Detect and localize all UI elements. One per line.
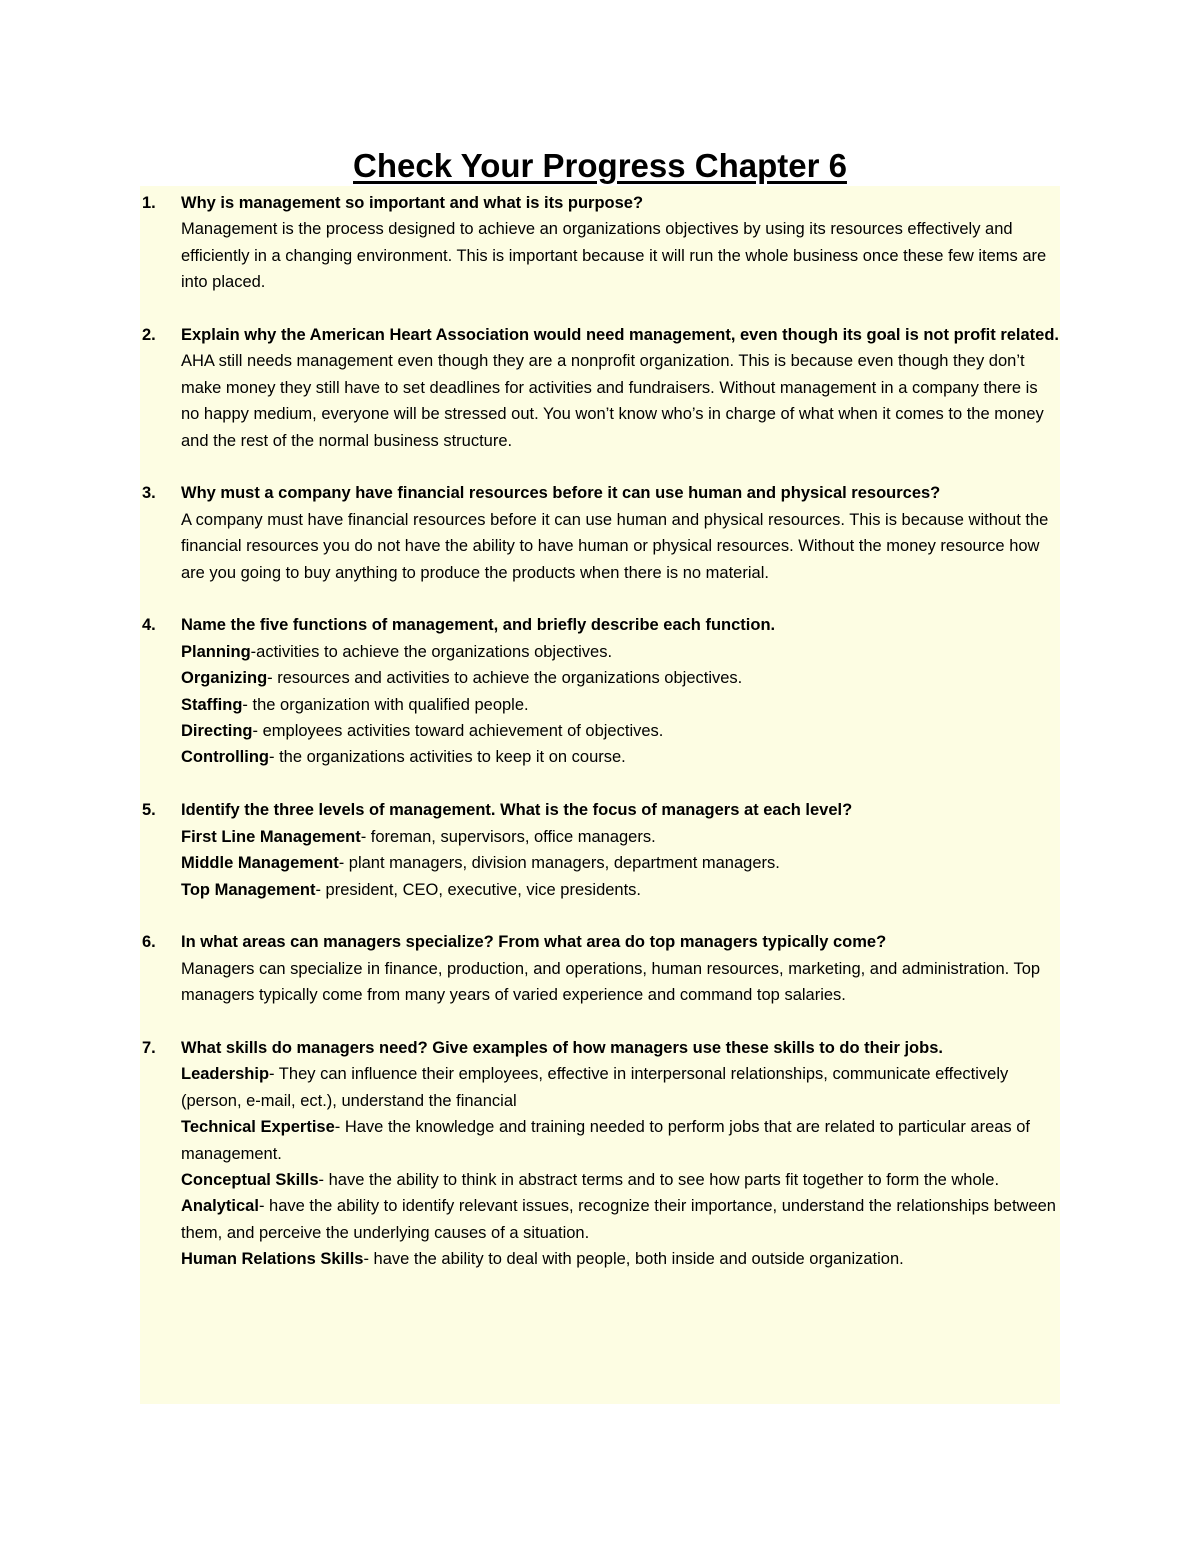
skill-term: Conceptual Skills [181,1170,319,1189]
question-text: Identify the three levels of management. What is the focus of managers at each level? [181,801,853,820]
question-text: Why must a company have financial resources before it can use human and physical resources? [181,484,941,503]
function-entry [181,639,1060,665]
question-item-7 [140,1035,1060,1273]
skill-term: Technical Expertise [181,1118,335,1137]
function-term: Planning [181,642,251,661]
level-entry [181,877,1060,903]
question-item-2 [140,322,1060,454]
function-description: - employees activities toward achievement of objectives. [252,722,664,741]
function-entry [181,744,1060,770]
skill-entry [181,1061,1060,1114]
skill-description: - have the ability to identify relevant issues, recognize their importance, understand the relationships between them, and perceive the underlying causes of a situation. [181,1197,1056,1242]
question-text: Why is management so important and what is its purpose? [181,194,644,212]
skill-entry [181,1246,1060,1272]
skill-description: - Have the knowledge and training needed to perform jobs that are related to particular areas of management. [181,1118,1031,1163]
level-entry [181,824,1060,850]
question-list [140,190,1060,1299]
function-description: - the organization with qualified people. [242,695,529,714]
level-entry [181,850,1060,876]
skill-term: Leadership [181,1065,270,1084]
question-text: In what areas can managers specialize? From what area do top managers typically come? [181,933,887,952]
function-entry [181,718,1060,744]
question-number: 7. [142,1038,156,1057]
skill-term: Analytical [181,1197,259,1216]
level-description: - foreman, supervisors, office managers. [360,827,656,846]
question-number: 4. [142,616,156,635]
skill-entry [181,1114,1060,1167]
level-description: - president, CEO, executive, vice presidents. [315,880,642,899]
answer-text: A company must have financial resources before it can use human and physical resources. This is because without the financial resources you do not have the ability to have human or physical resources. Without the money resource how are you going to buy anything to produce the products when there is no material. [181,510,1049,582]
skill-entry [181,1193,1060,1246]
question-item-4 [140,612,1060,770]
function-entry [181,665,1060,691]
level-term: Middle Management [181,854,339,873]
question-text: Explain why the American Heart Association would need management, even though its goal is not profit related. [181,326,1060,345]
function-entry [181,692,1060,718]
skill-description: - have the ability to deal with people, both inside and outside organization. [363,1250,904,1269]
question-number: 6. [142,933,156,952]
question-number: 2. [142,326,156,345]
function-description: - the organizations activities to keep it on course. [268,748,626,767]
level-term: Top Management [181,880,316,899]
answer-text: AHA still needs management even though they are a nonprofit organization. This is because even though they don’t make money they still have to set deadlines for activities and fundraisers. Without management in a company there is no happy medium, everyone will be stressed out. You won’t know who’s in charge of what when it comes to the money and the rest of the normal business structure. [181,352,1044,450]
skill-term: Human Relations Skills [181,1250,364,1269]
level-term: First Line Management [181,827,361,846]
question-text: What skills do managers need? Give examples of how managers use these skills to do their jobs. [181,1038,943,1057]
function-description: -activities to achieve the organizations objectives. [250,642,613,661]
function-term: Directing [181,722,253,741]
page-title: Check Your Progress Chapter 6 [353,147,847,184]
question-number: 1. [142,194,156,212]
function-term: Staffing [181,695,243,714]
skill-entry [181,1167,1060,1193]
function-term: Controlling [181,748,269,767]
skill-description: - They can influence their employees, effective in interpersonal relationships, communicate effectively (person, e-mail, ect.), understand the financial [181,1065,1009,1110]
function-term: Organizing [181,669,268,688]
answer-text: Managers can specialize in finance, production, and operations, human resources, marketing, and administration. Top managers typically come from many years of varied experience and command top salaries. [181,959,1041,1005]
question-item-6 [140,929,1060,1008]
question-item-3 [140,480,1060,586]
question-number: 5. [142,801,156,820]
level-description: - plant managers, division managers, department managers. [338,854,780,873]
skill-description: - have the ability to think in abstract terms and to see how parts fit together to form the whole. [318,1170,1000,1189]
question-text: Name the five functions of management, and briefly describe each function. [181,616,776,635]
question-item-5 [140,797,1060,903]
question-number: 3. [142,484,156,503]
function-description: - resources and activities to achieve the organizations objectives. [267,669,743,688]
question-item-1 [140,190,1060,296]
answer-text: Management is the process designed to achieve an organizations objectives by using its resources effectively and efficiently in a changing environment. This is important because it will run the whole business once these few items are into placed. [181,220,1047,292]
